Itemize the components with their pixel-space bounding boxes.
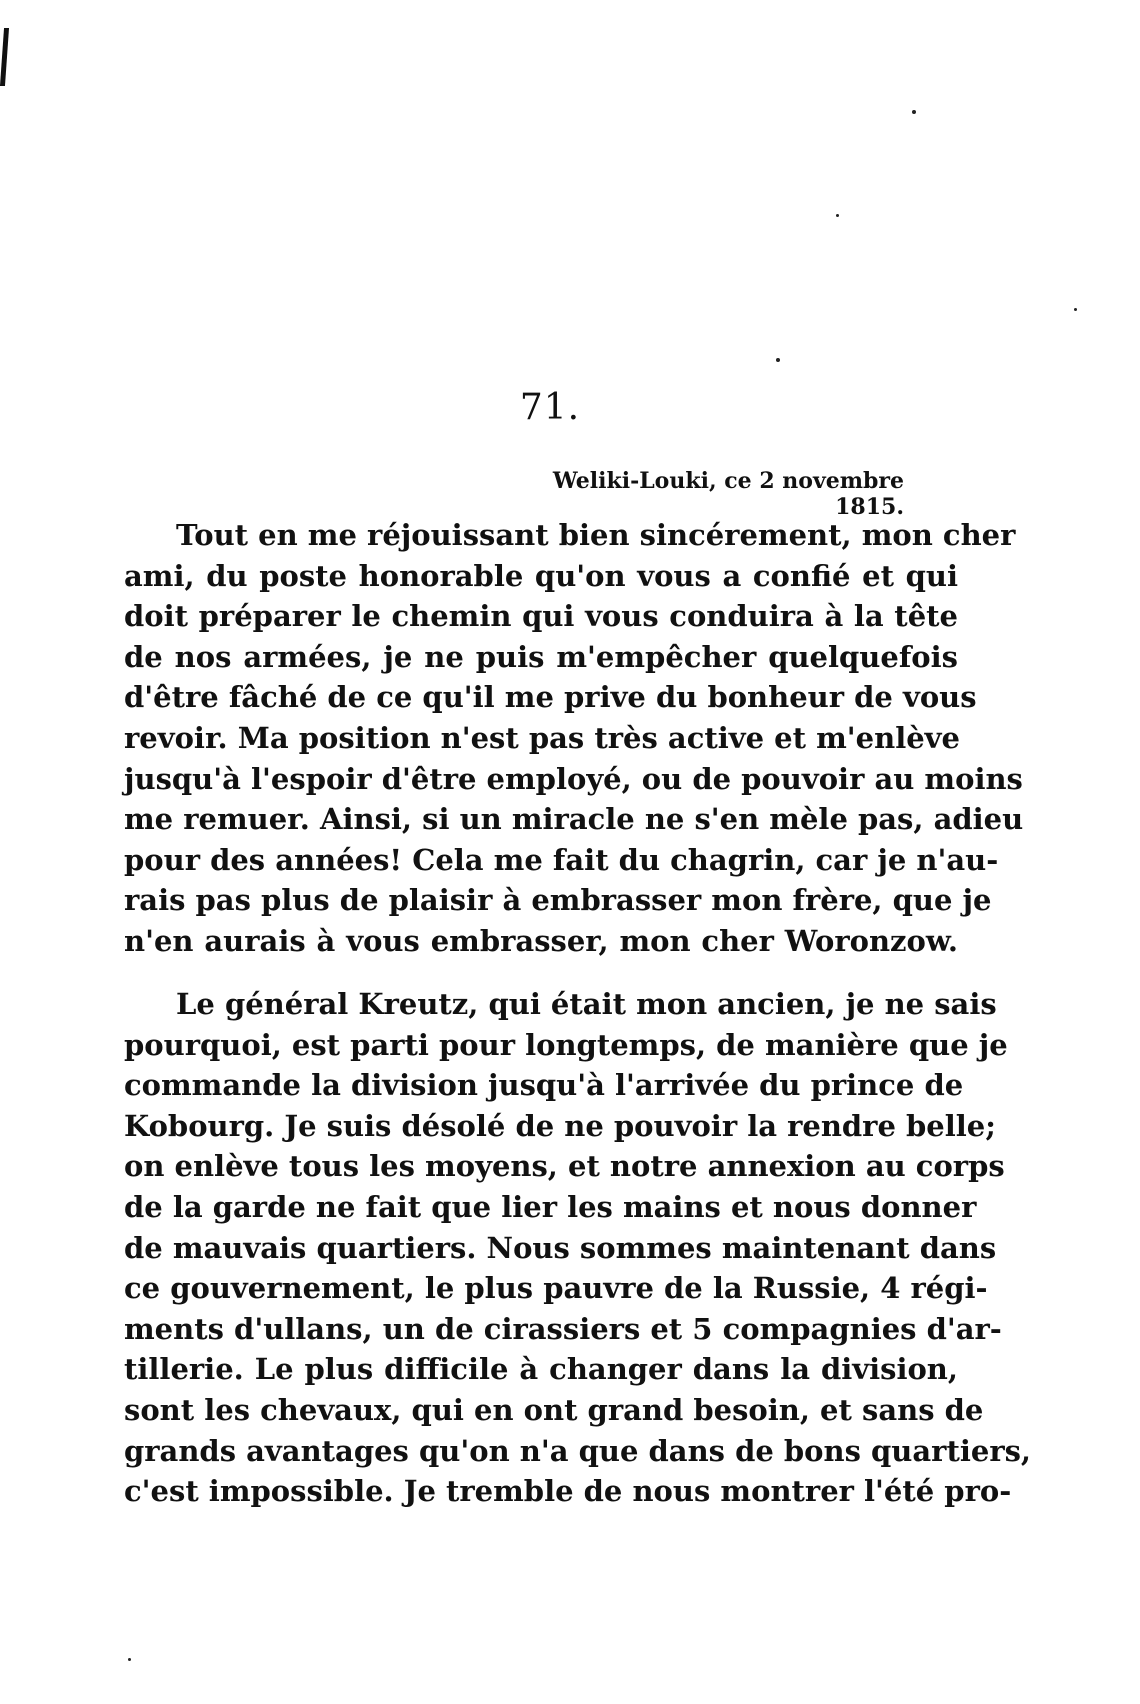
print-speck xyxy=(912,110,916,114)
text-line: ami, du poste honorable qu'on vous a confié et qui xyxy=(124,558,958,593)
text-line: de la garde ne fait que lier les mains et nous donner xyxy=(124,1189,977,1224)
text-line: Le général Kreutz, qui était mon ancien, je ne sais xyxy=(176,987,997,1021)
letter-paragraph-1 xyxy=(124,515,1024,962)
text-line: commande la division jusqu'à l'arrivée du prince de xyxy=(124,1068,964,1103)
text-line: de mauvais quartiers. Nous sommes maintenant dans xyxy=(124,1230,997,1265)
letter-dateline: Weliki-Louki, ce 2 novembre 1815. xyxy=(552,468,904,520)
print-speck xyxy=(836,214,839,217)
print-speck xyxy=(1074,308,1077,311)
text-line: doit préparer le chemin qui vous conduira à la tête xyxy=(124,599,958,634)
text-line: pour des années! Cela me fait du chagrin, car je n'au- xyxy=(124,842,999,877)
text-line: ments d'ullans, un de cirassiers et 5 compagnies d'ar- xyxy=(124,1311,1002,1346)
print-speck xyxy=(776,358,780,362)
text-line: pourquoi, est parti pour longtemps, de manière que je xyxy=(124,1027,1008,1062)
text-line: d'être fâché de ce qu'il me prive du bonheur de vous xyxy=(124,680,977,715)
text-line: Tout en me réjouissant bien sincérement, mon cher xyxy=(176,518,1016,552)
text-line: rais pas plus de plaisir à embrasser mon frère, que je xyxy=(124,883,992,918)
text-line: Kobourg. Je suis désolé de ne pouvoir la rendre belle; xyxy=(124,1108,996,1143)
text-line: grands avantages qu'on n'a que dans de bons quartiers, xyxy=(124,1433,1032,1468)
text-line: c'est impossible. Je tremble de nous montrer l'été pro- xyxy=(124,1474,1012,1509)
text-line: de nos armées, je ne puis m'empêcher quelquefois xyxy=(124,639,958,674)
text-line: n'en aurais à vous embrasser, mon cher Woronzow. xyxy=(124,923,958,958)
text-line: on enlève tous les moyens, et notre annexion au corps xyxy=(124,1149,1005,1184)
letter-number: 71. xyxy=(519,387,581,428)
text-line: sont les chevaux, qui en ont grand besoin, et sans de xyxy=(124,1392,984,1427)
letter-paragraph-2 xyxy=(124,984,1032,1512)
text-line: revoir. Ma position n'est pas très active et m'enlève xyxy=(124,720,960,755)
page-edge-mark xyxy=(0,28,9,86)
print-speck xyxy=(128,1658,131,1661)
text-line: jusqu'à l'espoir d'être employé, ou de pouvoir au moins xyxy=(124,761,1023,796)
text-line: tillerie. Le plus difficile à changer dans la division, xyxy=(124,1352,958,1387)
text-line: ce gouvernement, le plus pauvre de la Russie, 4 régi- xyxy=(124,1271,988,1306)
text-line: me remuer. Ainsi, si un miracle ne s'en mèle pas, adieu xyxy=(124,802,1024,837)
